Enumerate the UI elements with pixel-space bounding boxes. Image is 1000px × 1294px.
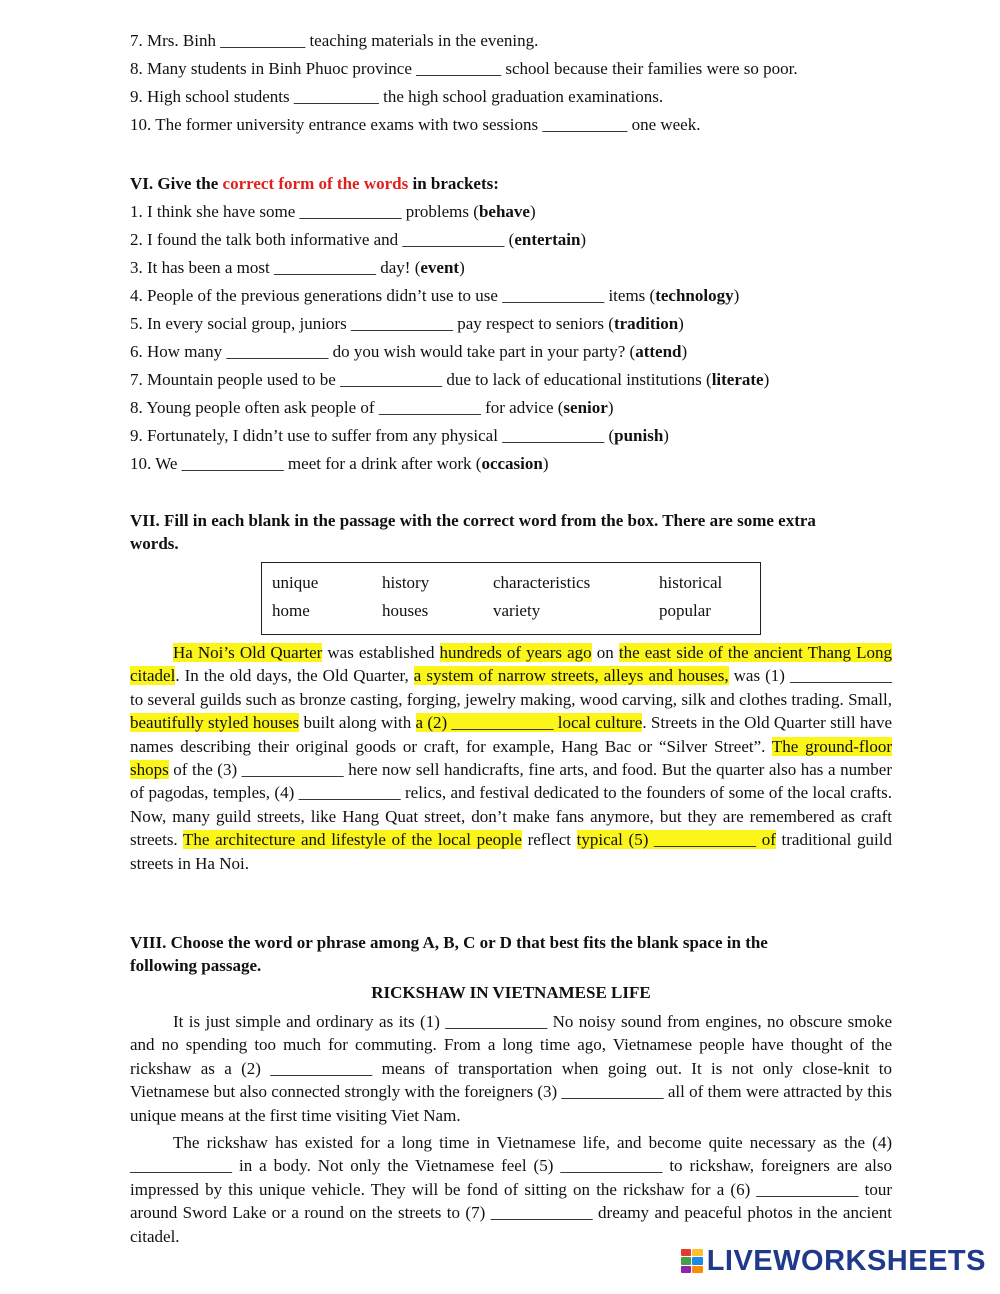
exercise-line: 8. Many students in Binh Phuoc province __________ school because their families were so poor.	[130, 59, 798, 78]
exercise-item: 10. We ____________ meet for a drink after work (occasion)	[130, 454, 549, 473]
bracket-word: literate	[711, 370, 764, 389]
box-word: unique	[272, 573, 319, 592]
box-word: houses	[382, 601, 429, 620]
section-viii-heading: VIII. Choose the word or phrase among A, B, C or D that best fits the blank space in the following passage.	[130, 933, 768, 976]
old-quarter-passage: Ha Noi’s Old Quarter was established hundreds of years ago on the east side of the ancient Thang Long citadel. In the old days, the Old Quarter, a system of narrow streets, alleys and houses, was (1) ____________ to several guilds such as bronze casting, forging, jewelry making, wood carving, silk and clothes trading. Small, beautifully styled houses built along with a (2) ____________ local culture. Streets in the Old Quarter still have names describing their original goods or craft, for example, Hang Bac or “Silver Street”. The ground-floor shops of the (3) ____________ here now sell handicrafts, fine arts, and food. But the quarter also has a number of pagodas, temples, (4) ____________ relics, and festival dedicated to the founders of some of the local crafts. Now, many guild streets, like Hang Quat street, don’t make fans anymore, but they are remembered as craft streets. The architecture and lifestyle of the local people reflect typical (5) ____________ of traditional guild streets in Ha Noi.	[130, 643, 893, 873]
bracket-word: entertain	[514, 230, 581, 249]
exercise-line: 10. The former university entrance exams with two sessions __________ one week.	[130, 115, 701, 134]
exercise-item: 1. I think she have some ____________ problems (behave)	[130, 202, 536, 221]
highlight: The ground-floor shops	[130, 736, 892, 780]
section-vi-heading: VI. Give the correct form of the words in brackets:	[130, 174, 499, 193]
exercise-item: 3. It has been a most ____________ day! (event)	[130, 258, 465, 277]
bracket-word: attend	[635, 342, 682, 361]
liveworksheets-logo[interactable]	[681, 1246, 986, 1276]
bracket-word: punish	[614, 426, 664, 445]
exercise-line: 7. Mrs. Binh __________ teaching materials in the evening.	[130, 31, 539, 50]
section-vii-heading: VII. Fill in each blank in the passage with the correct word from the box. There are some extra words.	[130, 511, 816, 554]
bracket-word: senior	[563, 398, 608, 417]
highlight: a system of narrow streets, alleys and houses,	[413, 666, 729, 686]
liveworksheets-icon	[681, 1249, 703, 1273]
box-word: historical	[659, 573, 723, 592]
word-box	[261, 562, 761, 635]
box-word: history	[382, 573, 430, 592]
box-word: popular	[659, 601, 711, 620]
exercise-item: 4. People of the previous generations didn’t use to use ____________ items (technology)	[130, 286, 740, 305]
rickshaw-paragraph-2: The rickshaw has existed for a long time in Vietnamese life, and become quite necessary as the (4) ____________ in a body. Not only the Vietnamese feel (5) ____________ to rickshaw, foreigners are also impressed by this unique vehicle. They will be fond of sitting on the rickshaw for a (6) ____________ tour around Sword Lake or a round on the streets to (7) ____________ dreamy and peaceful photos in the ancient citadel.	[130, 1133, 892, 1246]
exercise-item: 7. Mountain people used to be ____________ due to lack of educational institutions (literate)	[130, 370, 770, 389]
bracket-word: occasion	[481, 454, 543, 473]
logo-text: LIVEWORKSHEETS	[706, 1244, 986, 1277]
highlight: Ha Noi’s Old Quarter	[173, 643, 323, 662]
exercise-item: 2. I found the talk both informative and ____________ (entertain)	[130, 230, 587, 249]
exercise-item: 6. How many ____________ do you wish would take part in your party? (attend)	[130, 342, 688, 361]
bracket-word: event	[420, 258, 460, 277]
rickshaw-paragraph-1: It is just simple and ordinary as its (1) ____________ No noisy sound from engines, no obscure smoke and no spending too much for commuting. From a long time ago, Vietnamese people have thought of the rickshaw as a (2) ____________ means of transportation when going out. It is not only close-knit to Vietnamese but also connected strongly with the foreigners (3) ____________ all of them were attracted by this unique means at the first time visiting Viet Nam.	[130, 1012, 892, 1125]
exercise-line: 9. High school students __________ the high school graduation examinations.	[130, 87, 664, 106]
box-word: variety	[493, 601, 541, 620]
box-word: home	[272, 601, 310, 620]
exercise-item: 5. In every social group, juniors ____________ pay respect to seniors (tradition)	[130, 314, 684, 333]
highlight: the east side of the ancient Thang Long citadel	[130, 643, 892, 686]
box-word: characteristics	[493, 573, 591, 592]
passage-title: RICKSHAW IN VIETNAMESE LIFE	[371, 983, 651, 1002]
highlight: beautifully styled houses	[130, 713, 300, 733]
heading-red-text: correct form of the words	[222, 174, 409, 193]
bracket-word: tradition	[613, 314, 679, 333]
bracket-word: behave	[478, 202, 530, 221]
highlight: typical (5) ____________ of	[576, 830, 776, 850]
highlight: The architecture and lifestyle of the local people	[183, 830, 522, 850]
exercise-item: 9. Fortunately, I didn’t use to suffer from any physical ____________ (punish)	[130, 426, 669, 445]
bracket-word: technology	[655, 286, 734, 305]
highlight: hundreds of years ago	[439, 643, 592, 662]
exercise-item: 8. Young people often ask people of ____________ for advice (senior)	[130, 398, 614, 417]
highlight: a (2) ____________ local culture	[415, 713, 643, 733]
